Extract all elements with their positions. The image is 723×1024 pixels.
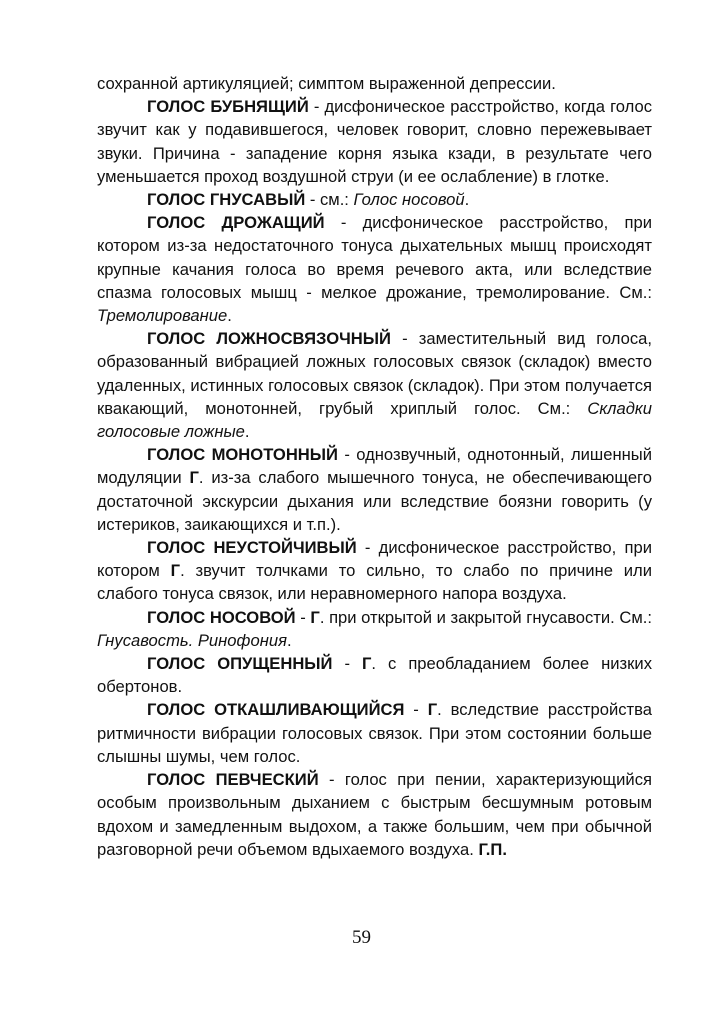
entry-golos-pevcheskiy [97, 768, 652, 861]
entry-golos-drozhashchiy [97, 211, 652, 327]
entry-term: ГОЛОС МОНОТОННЫЙ [147, 445, 338, 465]
entry-definition: - голос при пении, характеризующийся особым произвольным дыханием с быстрым бесшумным ротовым вдохом и замедленным выдохом, а также большим, чем при обычной разговорной речи объемом вдыхаемого воздуха. [97, 770, 652, 859]
entry-definition: - дисфоническое расстройство, при котором из-за недостаточного тонуса дыхательных мышц происходят крупные качания голоса во время речевого акта, или вследствие спазма голосовых мышц - мелкое дрожание, тремолирование. См.: [97, 213, 652, 302]
entry-definition-cont: . из-за слабого мышечного тонуса, не обеспечивающего достаточной экскурсии дыхания или вследствие боязни говорить (у истериков, заикающихся и т.п.). [97, 468, 652, 534]
continuation-line: сохранной артикуляцией; симптом выраженной депрессии. [97, 74, 556, 93]
abbreviation: Г [310, 607, 320, 627]
entry-definition-cont: . вследствие расстройства ритмичности вибрации голосовых связок. При этом состоянии больше слышны шумы, чем голос. [97, 700, 653, 766]
abbreviation: Г [189, 468, 199, 488]
entry-definition: - [295, 607, 311, 627]
entry-golos-lozhnosvyazochnyy [97, 327, 652, 443]
entry-term: ГОЛОС НЕУСТОЙЧИВЫЙ [147, 538, 357, 558]
cross-reference: Тремолирование [97, 306, 228, 326]
dictionary-text [97, 72, 652, 861]
abbreviation: Г [427, 700, 438, 720]
entry-term: ГОЛОС ГНУСАВЫЙ [147, 190, 306, 210]
entry-definition: - [332, 654, 362, 674]
entry-tail: . [464, 190, 470, 210]
entry-definition: - дисфоническое расстройство, когда голос звучит как у подавившегося, человек говорит, словно пережевывает звуки. Причина - западение корня языка кзади, в результате чего уменьшается проход воздушной струи (и ее ослабление) в глотке. [97, 97, 653, 186]
entry-tail: . [244, 422, 250, 442]
entry-definition: - см.: [305, 190, 354, 210]
entry-golos-gnusavyy [97, 188, 652, 211]
entry-definition-cont: . с преобладанием более низких обертонов. [97, 654, 652, 697]
abbreviation: Г.П. [478, 839, 507, 859]
entry-golos-bubnyashchiy [97, 95, 652, 188]
entry-definition: - дисфоническое расстройство, при котором [97, 538, 652, 581]
page-number: 59 [352, 927, 371, 948]
entry-golos-neustoychivyy [97, 536, 652, 606]
entry-term: ГОЛОС ПЕВЧЕСКИЙ [147, 770, 319, 790]
entry-definition-cont: . при открытой и закрытой гнусавости. См.: [319, 607, 652, 627]
entry-definition-cont: . звучит толчками то сильно, то слабо по причине или слабого тонуса связок, или неравномерного напора воздуха. [97, 561, 652, 604]
entry-golos-otkashlivayushchiysya [97, 698, 652, 768]
entry-term: ГОЛОС ОПУЩЕННЫЙ [147, 654, 333, 674]
entry-golos-nosovoy [97, 606, 652, 652]
entry-golos-opushchennyy [97, 652, 652, 698]
entry-definition: - заместительный вид голоса, образованный вибрацией ложных голосовых связок (складок) вместо удаленных, истинных голосовых связок (складок). При этом получается квакающий, монотонней, грубый хриплый голос. См.: [97, 329, 652, 418]
entry-tail: . [227, 306, 232, 326]
entry-definition: - [404, 700, 428, 720]
entry-golos-monotonnyy [97, 443, 652, 536]
entry-definition: - однозвучный, однотонный, лишенный модуляции [97, 445, 653, 488]
entry-term: ГОЛОС ОТКАШЛИВАЮЩИЙСЯ [147, 700, 405, 720]
abbreviation: Г [170, 561, 181, 581]
abbreviation: Г [362, 654, 372, 674]
entry-term: ГОЛОС БУБНЯЩИЙ [147, 97, 309, 117]
entry-term: ГОЛОС ДРОЖАЩИЙ [147, 213, 325, 233]
cross-reference: Голос носовой [353, 190, 465, 210]
cross-reference: Гнусавость. Ринофония [97, 630, 288, 650]
entry-term: ГОЛОС НОСОВОЙ [147, 607, 296, 627]
cross-reference: Складки голосовые ложные [97, 398, 652, 442]
entry-term: ГОЛОС ЛОЖНОСВЯЗОЧНЫЙ [147, 329, 391, 349]
entry-tail: . [287, 630, 292, 650]
